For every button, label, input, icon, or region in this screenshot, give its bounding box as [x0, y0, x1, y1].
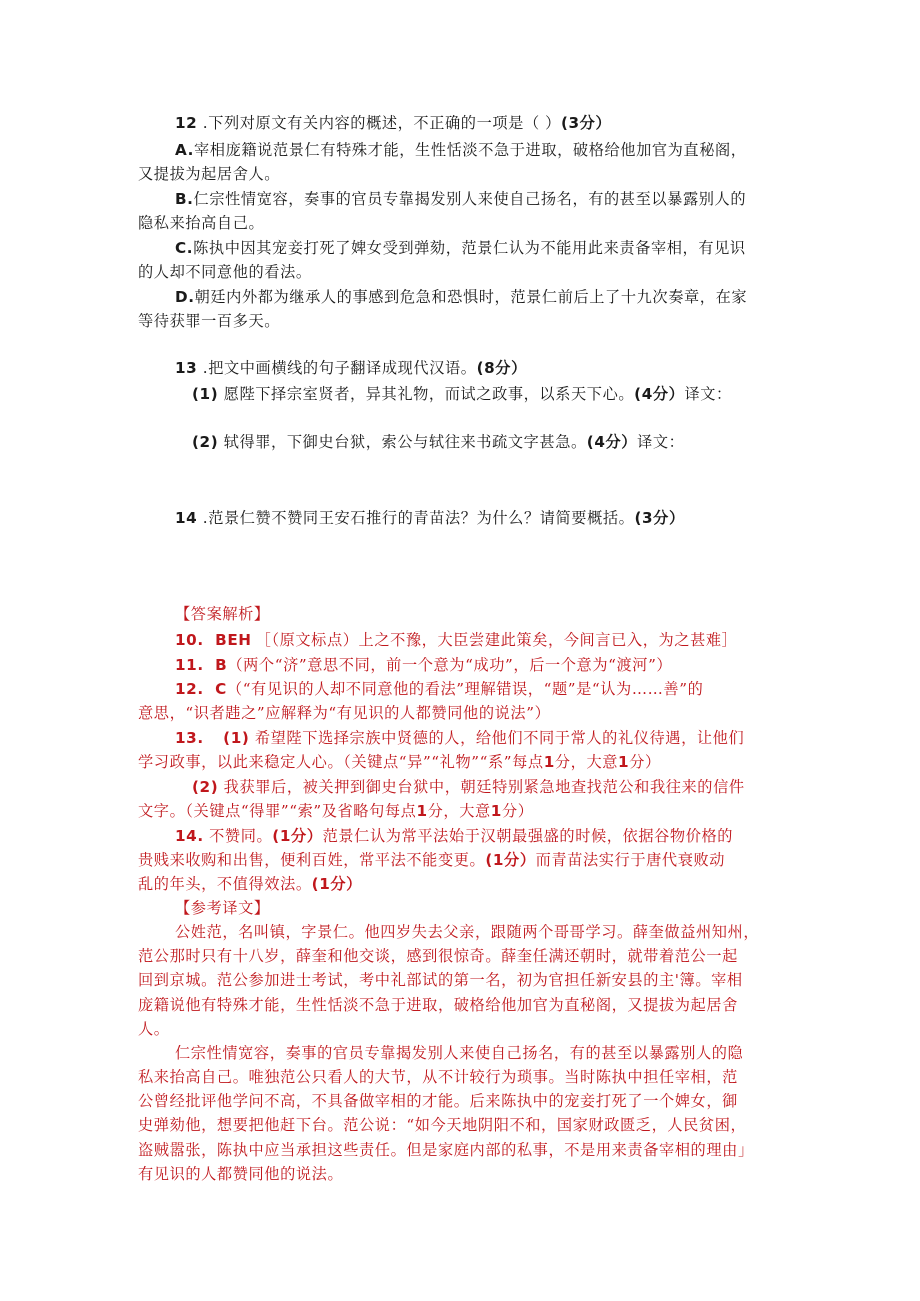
answer-13-s1-point: 1 — [543, 753, 555, 771]
answer-13-s2-end: 分） — [501, 802, 534, 820]
translation-p2-line — [138, 1140, 754, 1160]
translation-p2-line: 史弹劾他，想要把他赶下台。范公说：“如今天地阴阳不和，国家财政匮乏，人民贫困， — [138, 1116, 747, 1134]
answer-14-line-2 — [138, 850, 725, 870]
q13-s2-tail: 译文： — [637, 433, 685, 451]
q12-number: 12 — [175, 114, 198, 132]
option-c-text: 陈执中因其宠妾打死了婢女受到弹劾，范景仁认为不能用此来责备宰相，有见识 — [193, 239, 746, 257]
translation-p2-line: 仁宗性情宽容，奏事的官员专靠揭发别人来使自己扬名，有的甚至以暴露别人的隐 — [175, 1044, 744, 1062]
q13-sentence-1 — [192, 384, 732, 404]
translation-p2-line: 公曾经批评他学问不高，不具备做宰相的才能。后来陈执中的宠妾打死了一个婢女，御 — [138, 1092, 738, 1110]
q13-stem: .把文中画横线的句子翻译成现代汉语。 — [197, 359, 477, 377]
answer-13-s1-cont: 学习政事，以此来稳定人心。（关键点“异”“礼物”“系”每点 — [138, 753, 544, 771]
answer-14-text-4: 而青苗法实行于唐代衰败动 — [535, 851, 726, 869]
translation-p1-line: 回到京城。范公参加进士考试，考中礼部试的第一名，初为官担任新安县的主'簿。宰相 — [138, 971, 743, 989]
answer-14-line-3 — [138, 874, 362, 894]
option-d-text: 朝廷内外都为继承人的事感到危急和恐惧时，范景仁前后上了十九次奏章，在家 — [194, 288, 748, 306]
option-b-text: 仁宗性情宽容，奏事的官员专靠揭发别人来使自己扬名，有的甚至以暴露别人的 — [193, 190, 747, 208]
option-c-letter: C. — [175, 239, 194, 257]
answer-14-text-3: 贵贱来收购和出售，便利百姓，常平法不能变更。 — [138, 851, 486, 869]
q13-s2-score: (4分） — [586, 433, 638, 451]
translation-p2-text: 盗贼嚣张，陈执中应当承担这些责任。但是家庭内部的私事，不是用来责备宰相的理由 — [138, 1141, 738, 1159]
answer-13-s2-text: 我获罪后，被关押到御史台狱中，朝廷特别紧急地查找范公和我往来的信件 — [218, 778, 745, 796]
q13-s1-text: 愿陛下择宗室贤者，异其礼物，而试之政事，以系天下心。 — [218, 385, 635, 403]
option-a-letter: A. — [175, 141, 195, 159]
q13-s2-label: (2) — [192, 433, 219, 451]
answer-13-s2-mid: 分，大意 — [427, 802, 491, 820]
q13-stem-line — [175, 358, 527, 378]
answer-13-s2-point-2: 1 — [490, 802, 502, 820]
translation-p2-line: 私来抬高自己。唯独范公只看人的大节，从不计较行为琐事。当时陈执中担任宰相，范 — [138, 1068, 738, 1086]
answer-14-point-1: (1分） — [272, 827, 323, 845]
translation-p2-line: 有见识的人都赞同他的说法。 — [138, 1165, 344, 1183]
answer-13-s1-mid: 分，大意 — [554, 753, 619, 771]
q12-option-b-cont: 隐私来抬高自己。 — [138, 214, 265, 232]
answer-14-number: 14. — [175, 827, 204, 845]
q12-option-c-cont: 的人却不同意他的看法。 — [138, 263, 312, 281]
answer-13-s2-label: (2) — [192, 778, 219, 796]
answer-12-number: 12. — [175, 680, 204, 698]
answer-12 — [175, 679, 703, 699]
answer-14-text: 不赞同。 — [203, 827, 273, 845]
answer-13-number: 13. — [175, 729, 204, 747]
answer-10-key: BEH — [215, 631, 252, 649]
translation-p1-line: 庞籍说他有特殊才能，生性恬淡不急于进取，破格给他加官为直秘阁，又提拔为起居舍 — [138, 996, 738, 1014]
answer-12-text: （“有见识的人却不同意他的看法”理解错误，“题”是“认为……善”的 — [226, 680, 704, 698]
option-b-letter: B. — [175, 190, 194, 208]
translation-heading: 【参考译文】 — [175, 899, 270, 917]
answer-11-text: （两个“济”意思不同，前一个意为“成功”，后一个意为“渡河”） — [227, 656, 673, 674]
answer-13-s2-point: 1 — [416, 802, 428, 820]
answer-12-key: C — [215, 680, 227, 698]
translation-p1-line: 范公那时只有十八岁，薛奎和他交谈，感到很惊奇。薛奎任满还朝时，就带着范公一起 — [138, 947, 738, 965]
answer-14-text-5: 乱的年头，不值得效法。 — [138, 875, 312, 893]
answer-12-cont: 意思，“识者韪之”应解释为“有见识的人都赞同他的说法”） — [138, 704, 551, 722]
q13-s1-score: (4分） — [634, 385, 685, 403]
q12-option-a — [175, 140, 747, 160]
q14-score: (3分） — [634, 509, 685, 527]
q13-s2-text: 轼得罪，下御史台狱，索公与轼往来书疏文字甚急。 — [218, 433, 587, 451]
q14-number: 14 — [175, 509, 198, 527]
q12-score: (3分） — [560, 114, 612, 132]
q12-option-c — [175, 238, 746, 258]
answer-13-line-2 — [138, 752, 661, 772]
option-d-letter: D. — [175, 288, 195, 306]
answer-10 — [175, 630, 737, 650]
answer-10-number: 10. — [175, 631, 204, 649]
q12-option-d-cont: 等待获罪一百多天。 — [138, 312, 281, 330]
answer-13-line-4 — [138, 801, 534, 821]
q13-sentence-2 — [192, 432, 684, 452]
answer-13-s1-point-2: 1 — [618, 753, 630, 771]
q14-stem: .范景仁赞不赞同王安石推行的青苗法？为什么？请简要概括。 — [197, 509, 635, 527]
answer-11-key: B — [215, 656, 228, 674]
answer-11 — [175, 655, 672, 675]
q14-stem-line — [175, 508, 685, 528]
answer-13-s1-text: 希望陛下选择宗族中贤德的人，给他们不同于常人的礼仪待遇，让他们 — [249, 729, 745, 747]
q13-s1-tail: 译文： — [684, 385, 732, 403]
answer-13-line-1 — [175, 728, 744, 748]
q13-score: (8分） — [476, 359, 527, 377]
answer-14-point-3: (1分） — [311, 875, 362, 893]
q12-option-d — [175, 287, 747, 307]
option-a-text: 宰相庞籍说范景仁有特殊才能，生性恬淡不急于进取，破格给他加官为直秘阁， — [194, 141, 747, 159]
answer-14-point-2: (1分） — [485, 851, 536, 869]
answer-13-s1-label: (1) — [223, 729, 250, 747]
answer-13-s2-cont: 文字。（关键点“得罪”“索”及省略句每点 — [138, 802, 417, 820]
answer-13-line-3 — [192, 777, 745, 797]
q12-stem: .下列对原文有关内容的概述，不正确的一项是（ ） — [197, 114, 561, 132]
translation-p1-line: 人。 — [138, 1020, 170, 1038]
q12-option-a-cont: 又提拔为起居舍人。 — [138, 165, 281, 183]
answer-10-text: ［（原文标点）上之不豫，大臣尝建此策矣，今间言已入，为之甚难］ — [255, 631, 738, 649]
answer-14-line-1 — [175, 826, 733, 846]
answer-13-s1-end: 分） — [629, 753, 661, 771]
q13-number: 13 — [175, 359, 198, 377]
translation-bracket: 」 — [737, 1141, 754, 1159]
q12-stem-line — [175, 113, 611, 133]
answer-11-number: 11. — [175, 656, 204, 674]
translation-p1-line: 公姓范，名叫镇，字景仁。他四岁失去父亲，跟随两个哥哥学习。薛奎做益州知州， — [175, 923, 760, 941]
answers-heading: 【答案解析】 — [175, 605, 270, 623]
answer-14-text-2: 范景仁认为常平法始于汉朝最强盛的时候，依据谷物价格的 — [322, 827, 734, 845]
q12-option-b — [175, 189, 746, 209]
q13-s1-label: (1) — [192, 385, 219, 403]
